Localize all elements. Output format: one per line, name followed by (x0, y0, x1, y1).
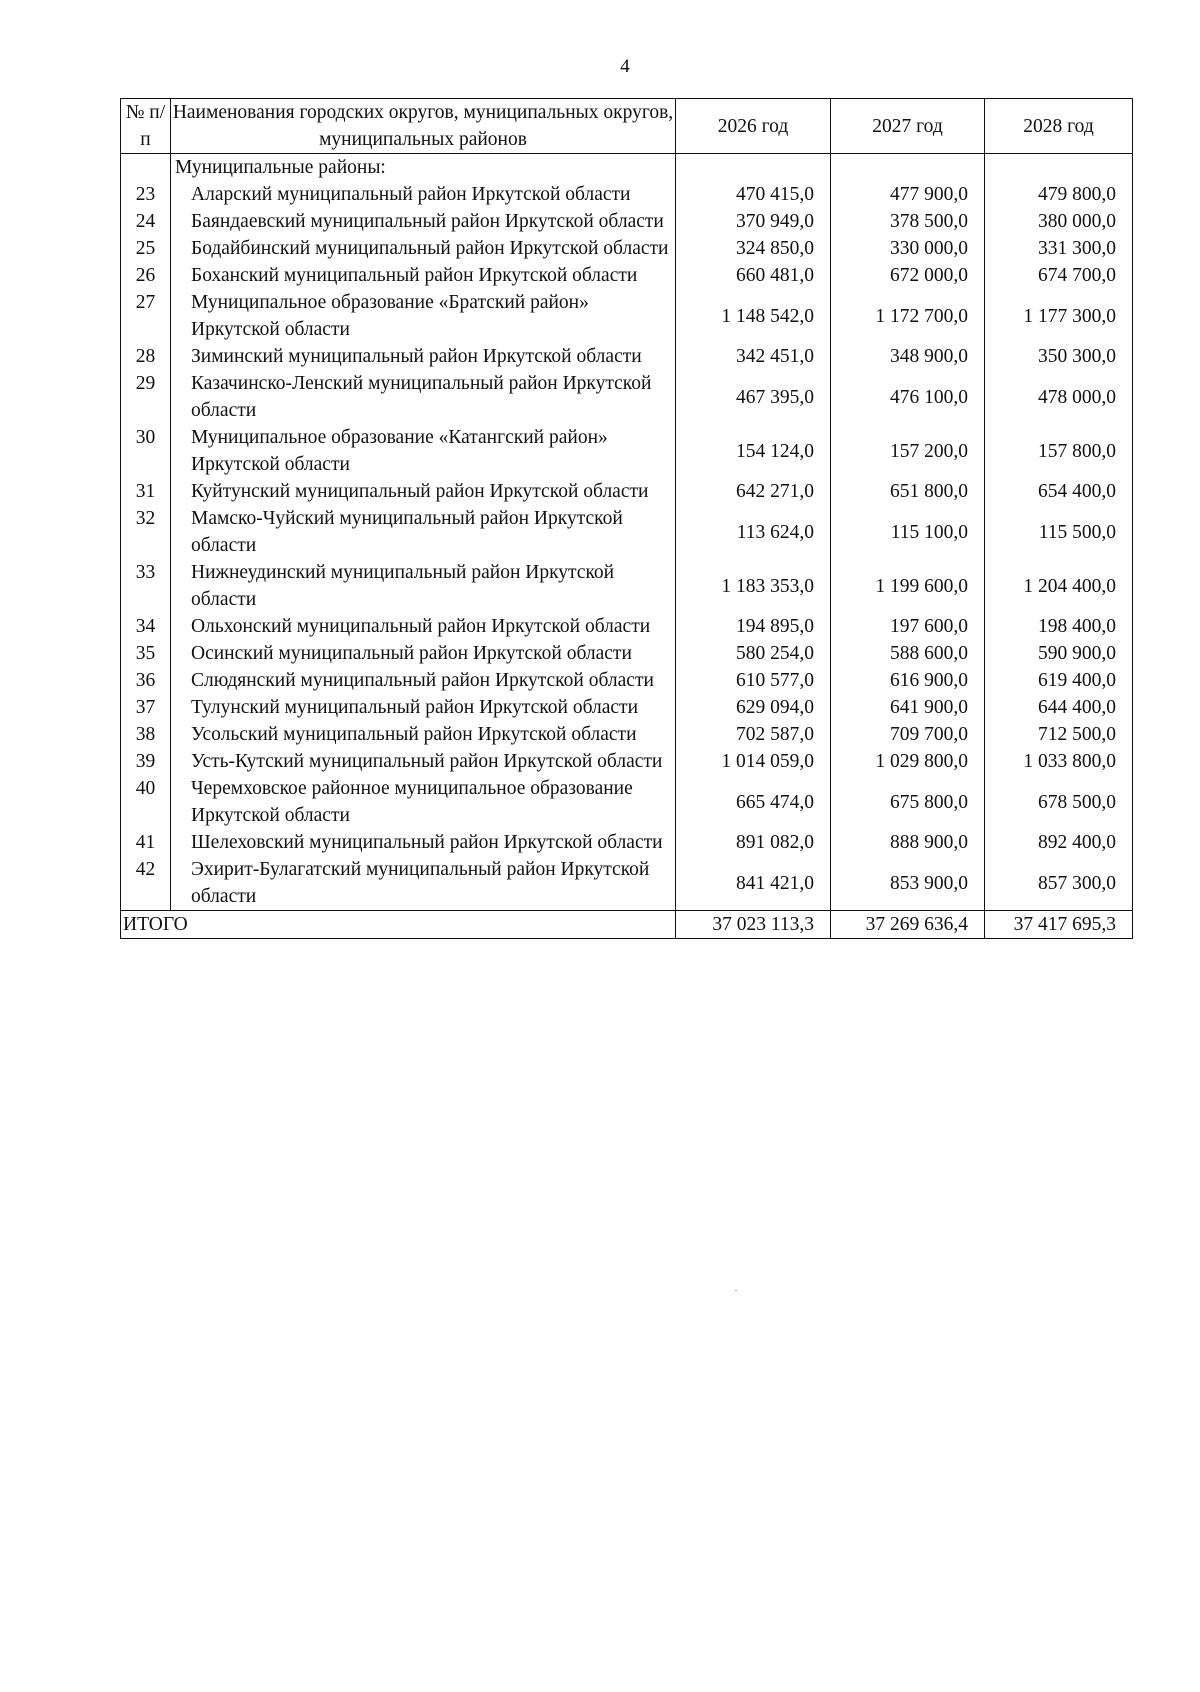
row-number: 29 (121, 370, 171, 424)
row-value-2028: 892 400,0 (985, 829, 1133, 856)
row-value-2027: 675 800,0 (831, 775, 985, 829)
row-value-2026: 324 850,0 (676, 235, 831, 262)
budget-table (120, 98, 1133, 939)
row-value-2028: 674 700,0 (985, 262, 1133, 289)
table-row (121, 694, 1133, 721)
row-name: Бодайбинский муниципальный район Иркутской области (171, 235, 676, 262)
table-row (121, 775, 1133, 829)
total-row (121, 911, 1133, 939)
row-value-2026: 610 577,0 (676, 667, 831, 694)
table-row (121, 505, 1133, 559)
row-value-2027: 348 900,0 (831, 343, 985, 370)
row-value-2028: 654 400,0 (985, 478, 1133, 505)
section-empty-2028 (985, 154, 1133, 182)
row-value-2028: 678 500,0 (985, 775, 1133, 829)
row-value-2028: 644 400,0 (985, 694, 1133, 721)
row-number: 23 (121, 181, 171, 208)
table-row (121, 208, 1133, 235)
row-value-2028: 157 800,0 (985, 424, 1133, 478)
total-2026: 37 023 113,3 (676, 911, 831, 939)
row-value-2026: 660 481,0 (676, 262, 831, 289)
row-value-2027: 477 900,0 (831, 181, 985, 208)
row-number: 37 (121, 694, 171, 721)
row-value-2028: 478 000,0 (985, 370, 1133, 424)
row-value-2026: 580 254,0 (676, 640, 831, 667)
row-value-2026: 467 395,0 (676, 370, 831, 424)
row-number: 25 (121, 235, 171, 262)
section-empty-2027 (831, 154, 985, 182)
row-value-2028: 619 400,0 (985, 667, 1133, 694)
row-number: 26 (121, 262, 171, 289)
table-row (121, 370, 1133, 424)
section-label: Муниципальные районы: (171, 154, 676, 182)
row-name: Шелеховский муниципальный район Иркутской области (171, 829, 676, 856)
row-name: Баяндаевский муниципальный район Иркутской области (171, 208, 676, 235)
row-value-2028: 857 300,0 (985, 856, 1133, 911)
header-2027: 2027 год (831, 99, 985, 154)
row-value-2028: 712 500,0 (985, 721, 1133, 748)
row-number: 39 (121, 748, 171, 775)
table-row (121, 235, 1133, 262)
row-name: Куйтунский муниципальный район Иркутской области (171, 478, 676, 505)
table-row (121, 667, 1133, 694)
table-row (121, 181, 1133, 208)
row-value-2027: 1 172 700,0 (831, 289, 985, 343)
section-num-cell (121, 154, 171, 182)
row-name: Осинский муниципальный район Иркутской области (171, 640, 676, 667)
row-value-2027: 378 500,0 (831, 208, 985, 235)
row-value-2028: 1 204 400,0 (985, 559, 1133, 613)
row-number: 35 (121, 640, 171, 667)
row-value-2028: 331 300,0 (985, 235, 1133, 262)
row-value-2027: 672 000,0 (831, 262, 985, 289)
row-value-2027: 853 900,0 (831, 856, 985, 911)
row-name: Усть-Кутский муниципальный район Иркутской области (171, 748, 676, 775)
row-number: 42 (121, 856, 171, 911)
header-2026: 2026 год (676, 99, 831, 154)
row-number: 36 (121, 667, 171, 694)
row-name: Тулунский муниципальный район Иркутской области (171, 694, 676, 721)
row-number: 32 (121, 505, 171, 559)
header-2028: 2028 год (985, 99, 1133, 154)
row-value-2027: 330 000,0 (831, 235, 985, 262)
section-row (121, 154, 1133, 182)
row-value-2028: 1 177 300,0 (985, 289, 1133, 343)
row-number: 28 (121, 343, 171, 370)
row-value-2026: 841 421,0 (676, 856, 831, 911)
row-value-2027: 588 600,0 (831, 640, 985, 667)
table-row (121, 478, 1133, 505)
row-value-2026: 370 949,0 (676, 208, 831, 235)
row-value-2026: 642 271,0 (676, 478, 831, 505)
row-value-2026: 194 895,0 (676, 613, 831, 640)
page-number: 4 (620, 56, 630, 77)
row-name: Муниципальное образование «Катангский район» Иркутской области (171, 424, 676, 478)
row-name: Мамско-Чуйский муниципальный район Иркутской области (171, 505, 676, 559)
row-value-2027: 115 100,0 (831, 505, 985, 559)
row-value-2026: 1 014 059,0 (676, 748, 831, 775)
row-number: 38 (121, 721, 171, 748)
table-row (121, 343, 1133, 370)
row-number: 24 (121, 208, 171, 235)
row-value-2028: 198 400,0 (985, 613, 1133, 640)
row-name: Аларский муниципальный район Иркутской области (171, 181, 676, 208)
row-value-2026: 470 415,0 (676, 181, 831, 208)
row-name: Эхирит-Булагатский муниципальный район Иркутской области (171, 856, 676, 911)
row-name: Боханский муниципальный район Иркутской области (171, 262, 676, 289)
row-value-2028: 350 300,0 (985, 343, 1133, 370)
row-value-2028: 1 033 800,0 (985, 748, 1133, 775)
section-empty-2026 (676, 154, 831, 182)
row-number: 33 (121, 559, 171, 613)
table-row (121, 262, 1133, 289)
total-2027: 37 269 636,4 (831, 911, 985, 939)
row-number: 34 (121, 613, 171, 640)
table-body (121, 154, 1133, 911)
row-number: 40 (121, 775, 171, 829)
header-num: № п/п (121, 99, 171, 154)
row-name: Муниципальное образование «Братский район» Иркутской области (171, 289, 676, 343)
table-row (121, 748, 1133, 775)
row-value-2027: 616 900,0 (831, 667, 985, 694)
table-row (121, 424, 1133, 478)
row-name: Усольский муниципальный район Иркутской области (171, 721, 676, 748)
row-number: 31 (121, 478, 171, 505)
row-name: Зиминский муниципальный район Иркутской области (171, 343, 676, 370)
row-value-2026: 891 082,0 (676, 829, 831, 856)
row-number: 30 (121, 424, 171, 478)
row-number: 27 (121, 289, 171, 343)
table-header-row (121, 99, 1133, 154)
row-value-2026: 629 094,0 (676, 694, 831, 721)
row-value-2027: 888 900,0 (831, 829, 985, 856)
row-value-2027: 197 600,0 (831, 613, 985, 640)
row-value-2028: 479 800,0 (985, 181, 1133, 208)
row-name: Черемховское районное муниципальное образование Иркутской области (171, 775, 676, 829)
row-value-2028: 115 500,0 (985, 505, 1133, 559)
row-value-2026: 113 624,0 (676, 505, 831, 559)
row-value-2026: 1 148 542,0 (676, 289, 831, 343)
table-row (121, 289, 1133, 343)
table-row (121, 640, 1133, 667)
table-row (121, 559, 1133, 613)
row-value-2026: 665 474,0 (676, 775, 831, 829)
row-number: 41 (121, 829, 171, 856)
row-value-2027: 476 100,0 (831, 370, 985, 424)
row-value-2026: 154 124,0 (676, 424, 831, 478)
total-label: ИТОГО (121, 911, 676, 939)
row-value-2027: 709 700,0 (831, 721, 985, 748)
table-row (121, 613, 1133, 640)
row-name: Слюдянский муниципальный район Иркутской области (171, 667, 676, 694)
row-value-2026: 1 183 353,0 (676, 559, 831, 613)
row-name: Казачинско-Ленский муниципальный район Иркутской области (171, 370, 676, 424)
header-name: Наименования городских округов, муниципальных округов, муниципальных районов (171, 99, 676, 154)
row-value-2028: 590 900,0 (985, 640, 1133, 667)
table-row (121, 856, 1133, 911)
row-value-2027: 1 029 800,0 (831, 748, 985, 775)
table-row (121, 829, 1133, 856)
row-value-2027: 1 199 600,0 (831, 559, 985, 613)
row-value-2026: 702 587,0 (676, 721, 831, 748)
row-name: Ольхонский муниципальный район Иркутской области (171, 613, 676, 640)
row-value-2027: 641 900,0 (831, 694, 985, 721)
row-value-2027: 157 200,0 (831, 424, 985, 478)
total-2028: 37 417 695,3 (985, 911, 1133, 939)
row-value-2027: 651 800,0 (831, 478, 985, 505)
scan-speck (735, 1290, 737, 1291)
row-name: Нижнеудинский муниципальный район Иркутской области (171, 559, 676, 613)
row-value-2028: 380 000,0 (985, 208, 1133, 235)
row-value-2026: 342 451,0 (676, 343, 831, 370)
table-row (121, 721, 1133, 748)
